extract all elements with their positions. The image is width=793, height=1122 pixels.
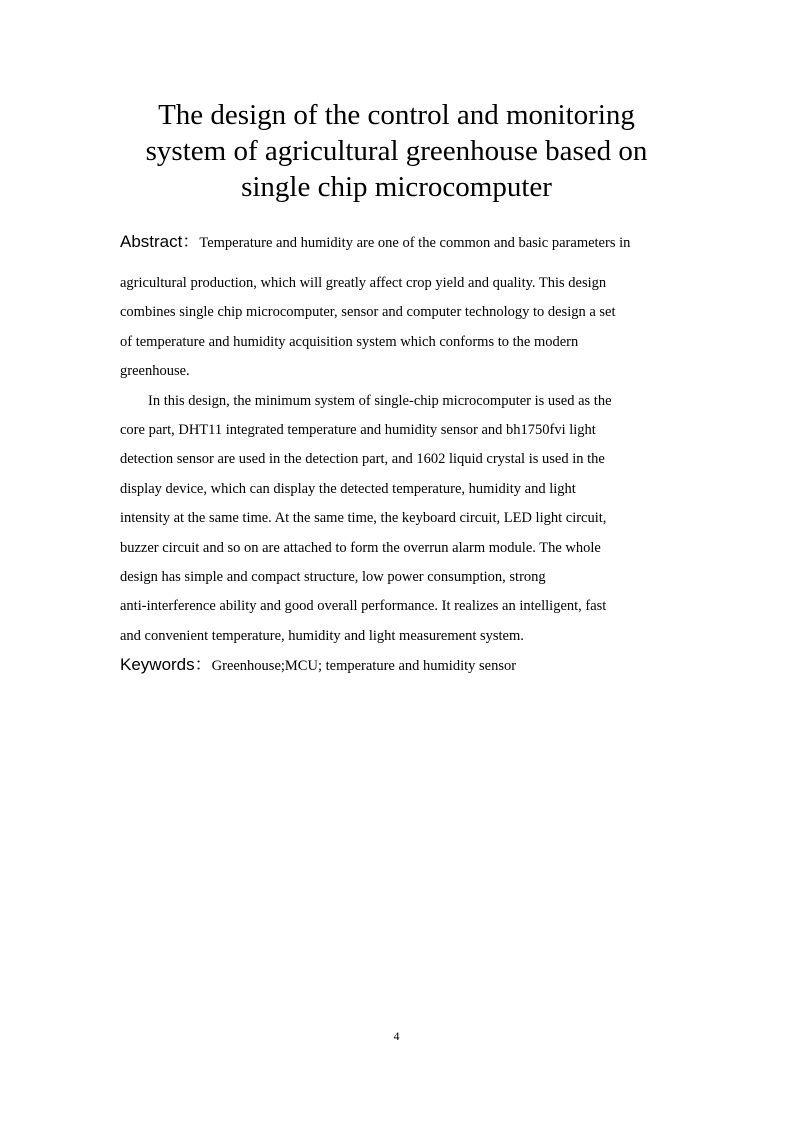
abstract-heading-line: [120, 231, 680, 254]
abstract-text-line: buzzer circuit and so on are attached to form the overrun alarm module. The whole: [120, 539, 601, 556]
title-line: The design of the control and monitoring: [158, 99, 635, 131]
title-line: single chip microcomputer: [241, 171, 552, 203]
abstract-text-line: detection sensor are used in the detection part, and 1602 liquid crystal is used in the: [120, 451, 605, 468]
abstract-text-line: design has simple and compact structure, low power consumption, strong: [120, 568, 546, 585]
abstract-body: [120, 272, 680, 654]
abstract-text-line: Temperature and humidity are one of the common and basic parameters in: [199, 235, 631, 251]
paper-title: [100, 97, 693, 205]
abstract-text-line: of temperature and humidity acquisition system which conforms to the modern: [120, 333, 579, 350]
abstract-text-line: greenhouse.: [120, 363, 190, 380]
abstract-text-line: intensity at the same time. At the same time, the keyboard circuit, LED light circuit,: [120, 510, 607, 527]
page-number: 4: [393, 1029, 400, 1043]
keywords-line: [120, 653, 516, 678]
keywords-label: Keywords：: [120, 655, 212, 674]
abstract-text-line: agricultural production, which will greatly affect crop yield and quality. This design: [120, 275, 607, 291]
abstract-text-line: In this design, the minimum system of single-chip microcomputer is used as the: [148, 392, 612, 409]
abstract-label: Abstract：: [120, 232, 200, 251]
abstract-text-line: display device, which can display the detected temperature, humidity and light: [120, 480, 576, 497]
keywords-text: Greenhouse;MCU; temperature and humidity sensor: [211, 658, 517, 674]
abstract-text-line: core part, DHT11 integrated temperature and humidity sensor and bh1750fvi light: [120, 421, 596, 438]
abstract-text-line: combines single chip microcomputer, sensor and computer technology to design a set: [120, 304, 616, 321]
abstract-text-line: anti-interference ability and good overall performance. It realizes an intelligent, fast: [120, 598, 607, 615]
abstract-text-line: and convenient temperature, humidity and light measurement system.: [120, 627, 524, 644]
title-line: system of agricultural greenhouse based on: [145, 135, 648, 167]
